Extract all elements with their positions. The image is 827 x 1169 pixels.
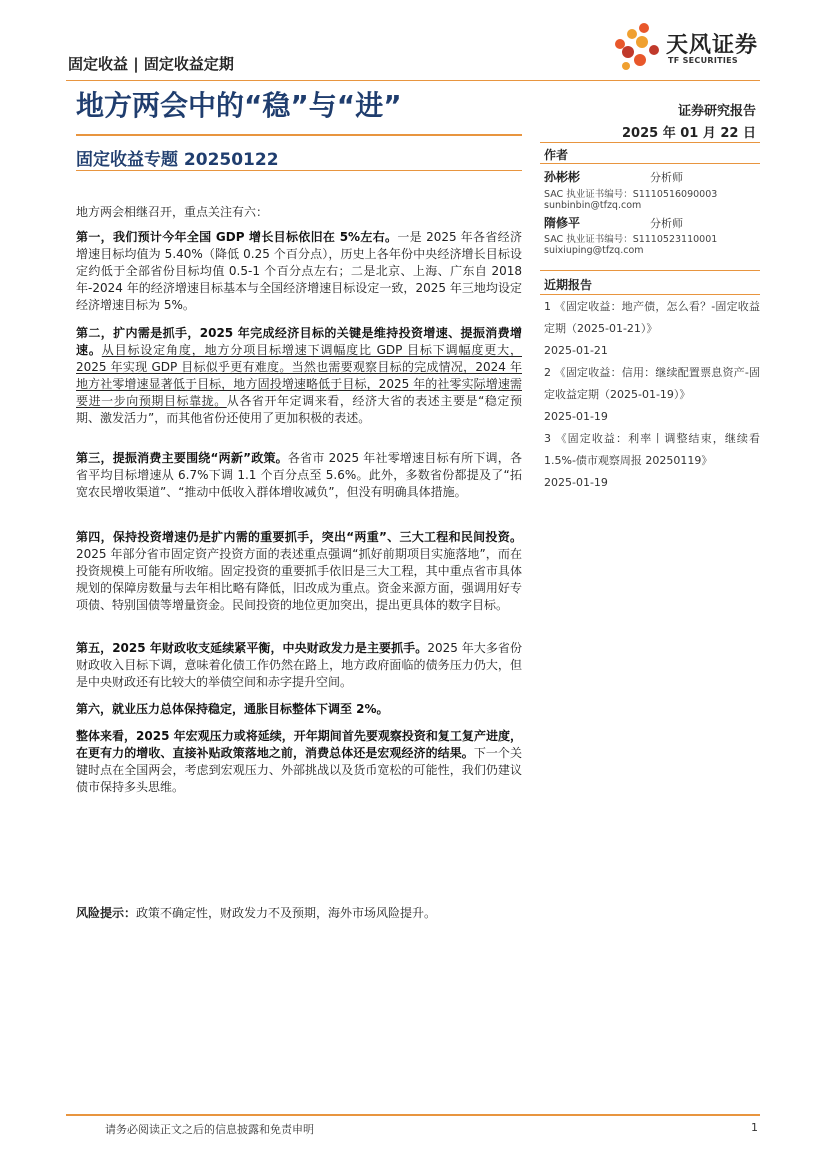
recent-report-title[interactable]: 3 《固定收益：利率丨调整结束，继续看 1.5%-债市观察周报 20250119》 bbox=[544, 432, 760, 467]
recent-top-divider bbox=[540, 270, 760, 271]
paragraph-text: 2025 年大多省份财政收入目标下调，意味着化债工作仍然在路上，地方政府面临的债务压力仍大，但是中央财政还有比较大的举债空间和赤字提升空间。 bbox=[76, 641, 522, 689]
author-name: 隋修平 bbox=[544, 216, 581, 230]
page-number: 1 bbox=[751, 1121, 758, 1134]
footer-divider bbox=[66, 1114, 760, 1116]
body-paragraph bbox=[76, 529, 522, 614]
recent-report-date: 2025-01-21 bbox=[544, 344, 608, 357]
body-paragraph bbox=[76, 325, 522, 427]
recent-report-date: 2025-01-19 bbox=[544, 476, 608, 489]
title-divider bbox=[76, 134, 522, 136]
author-role: 分析师 bbox=[650, 171, 683, 184]
paragraph-lead: 第四，保持投资增速仍是扩内需的重要抓手，突出“两重”、三大工程和民间投资。 bbox=[76, 530, 522, 544]
recent-report-title[interactable]: 1 《固定收益：地产债，怎么看？-固定收益定期（2025-01-21）》 bbox=[544, 300, 760, 335]
recent-report-item[interactable] bbox=[544, 296, 760, 362]
body-intro bbox=[76, 204, 522, 221]
page-title: 地方两会中的“稳”与“进” bbox=[76, 89, 402, 122]
header-divider bbox=[66, 80, 760, 81]
paragraph-lead: 第一，我们预计今年全国 GDP 增长目标依旧在 5%左右。 bbox=[76, 230, 398, 244]
recent-heading: 近期报告 bbox=[544, 278, 593, 292]
page-subtitle: 固定收益专题 20250122 bbox=[76, 150, 279, 170]
risk-label: 风险提示： bbox=[76, 906, 137, 920]
author-email[interactable]: suixiuping@tfzq.com bbox=[544, 245, 644, 256]
intro-text: 地方两会相继召开，重点关注有六： bbox=[76, 205, 269, 219]
date-divider bbox=[540, 142, 760, 143]
logo-mark-icon bbox=[606, 18, 662, 74]
body-paragraph bbox=[76, 450, 522, 501]
authors-heading: 作者 bbox=[544, 148, 569, 162]
paragraph-underlined-text: 从目标设定角度，地方分项目标增速下调幅度比 GDP 目标下调幅度更大，2025 年实现 GDP 目标似乎更有难度。当然也需要观察目标的完成情况，2024 年地方社零增速显著低于目标，地方固投增速略低于目标，2025 年的社零实际增速需要进一步向预期目标靠拢。 bbox=[76, 343, 522, 408]
paragraph-text: 各省市 2025 年社零增速目标有所下调，各省平均目标增速从 6.7%下调 1.1 个百分点至 5.6%。此外，多数省份都提及了“拓宽农民增收渠道”、“推动中低收入群体增收减负”，但没有明确具体措施。 bbox=[76, 451, 522, 499]
paragraph-text: 下一个关键时点在全国两会，考虑到宏观压力、外部挑战以及货币宽松的可能性，我们仍建议债市保持多头思维。 bbox=[76, 746, 522, 794]
paragraph-text: 2025 年部分省市固定资产投资方面的表述重点强调“抓好前期项目实施落地”，而在投资规模上可能有所收缩。固定投资的重要抓手依旧是三大工程，其中重点省市具体规划的保障房数量与去年相比略有降低，旧改成为重点。资金来源方面，强调用好专项债、特别国债等增量资金。民间投资的地位更加突出，提出更具体的数字目标。 bbox=[76, 547, 522, 612]
recent-report-title[interactable]: 2 《固定收益：信用：继续配置票息资产-固定收益定期（2025-01-19）》 bbox=[544, 366, 760, 401]
author-name: 孙彬彬 bbox=[544, 170, 581, 184]
paragraph-lead: 第二，扩内需是抓手，2025 年完成经济目标的关键是维持投资增速、提振消费增速。 bbox=[76, 326, 522, 357]
recent-report-date: 2025-01-19 bbox=[544, 410, 608, 423]
paragraph-lead: 第三，提振消费主要围绕“两新”政策。 bbox=[76, 451, 288, 465]
paragraph-lead: 第五，2025 年财政收支延续紧平衡，中央财政发力是主要抓手。 bbox=[76, 641, 428, 655]
authors-divider bbox=[540, 163, 760, 164]
paragraph-lead: 第六，就业压力总体保持稳定，通胀目标整体下调至 2%。 bbox=[76, 702, 389, 716]
logo-name: 天风证券 bbox=[666, 33, 759, 58]
company-logo bbox=[606, 18, 766, 74]
report-date: 2025 年 01 月 22 日 bbox=[622, 126, 756, 141]
logo-subtitle: TF SECURITIES bbox=[668, 56, 738, 65]
risk-notice bbox=[76, 905, 522, 922]
report-type: 证券研究报告 bbox=[677, 104, 756, 119]
paragraph-text: 一是 2025 年各省经济增速目标均值为 5.40%（降低 0.25 个百分点），历史上各年份中央经济增长目标设定约低于全部省份目标均值 0.5-1 个百分点左右；二是北京、上海、广东自 2018 年-2024 年的经济增速目标基本与全国经济增速目标设定一致，2025 年三地均设定经济增速目标为 5%。 bbox=[76, 230, 522, 312]
subtitle-divider bbox=[76, 170, 522, 171]
author-email[interactable]: sunbinbin@tfzq.com bbox=[544, 200, 642, 211]
author-role: 分析师 bbox=[650, 217, 683, 230]
recent-report-item[interactable] bbox=[544, 428, 760, 494]
body-paragraph bbox=[76, 701, 522, 718]
body-paragraph bbox=[76, 229, 522, 314]
author-cert: SAC 执业证书编号：S1110523110001 bbox=[544, 234, 718, 245]
body-paragraph bbox=[76, 728, 522, 796]
paragraph-lead: 整体来看，2025 年宏观压力或将延续，开年期间首先要观察投资和复工复产进度，在更有力的增收、直接补贴政策落地之前，消费总体还是宏观经济的结果。 bbox=[76, 729, 522, 760]
footer-disclaimer: 请务必阅读正文之后的信息披露和免责申明 bbox=[105, 1123, 314, 1136]
author-cert: SAC 执业证书编号：S1110516090003 bbox=[544, 189, 718, 200]
recent-divider bbox=[540, 294, 760, 295]
risk-text: 政策不确定性，财政发力不及预期，海外市场风险提升。 bbox=[136, 906, 437, 920]
paragraph-text: 从各省开年定调来看，经济大省的表述主要是“稳定预期、激发活力”，而其他省份还使用了更加积极的表述。 bbox=[76, 394, 522, 425]
header-category: 固定收益 | 固定收益定期 bbox=[68, 55, 234, 73]
body-paragraph bbox=[76, 640, 522, 691]
recent-report-item[interactable] bbox=[544, 362, 760, 428]
